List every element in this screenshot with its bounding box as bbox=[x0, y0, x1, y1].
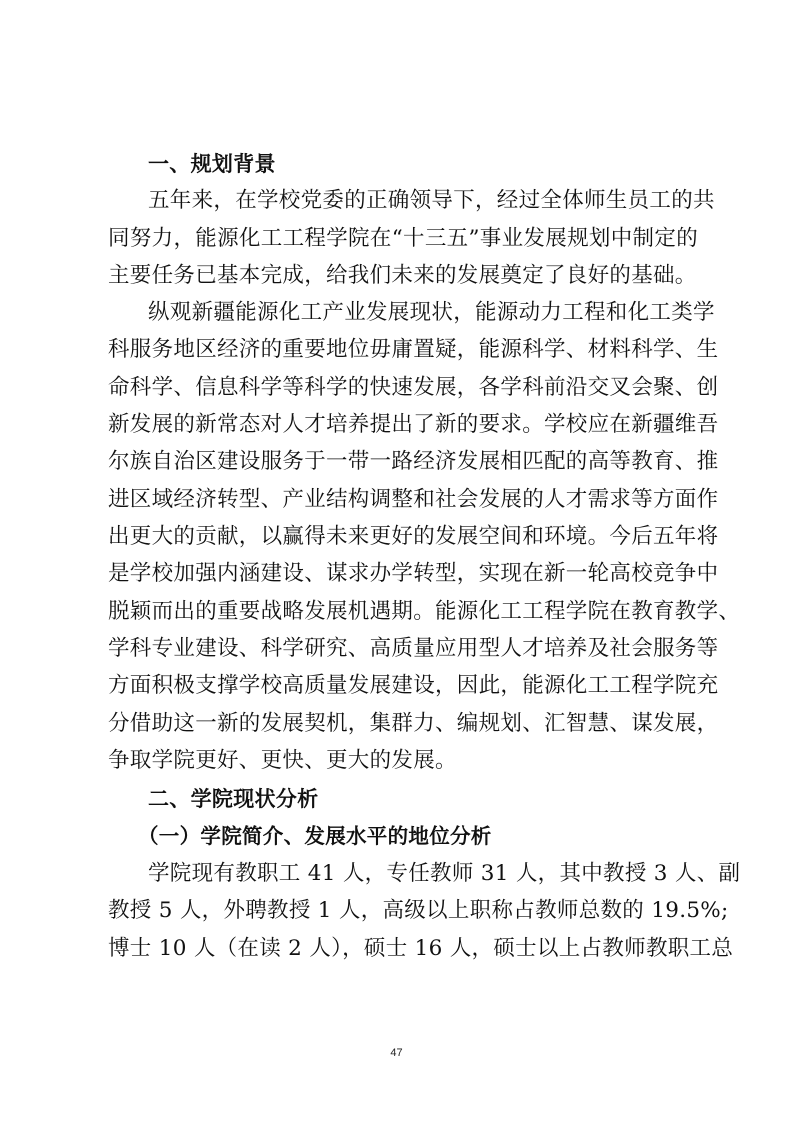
paragraph-line: 方面积极支撑学校高质量发展建设，因此，能源化工工程学院充 bbox=[108, 673, 719, 698]
paragraph-line: 博士 10 人（在读 2 人），硕士 16 人，硕士以上占教师教职工总 bbox=[108, 936, 734, 961]
paragraph-line: 分借助这一新的发展契机，集群力、编规划、汇智慧、谋发展， bbox=[108, 711, 719, 736]
paragraph-line: 五年来，在学校党委的正确领导下，经过全体师生员工的共 bbox=[148, 188, 715, 213]
paragraph-line: 是学校加强内涵建设、谋求办学转型，实现在新一轮高校竞争中 bbox=[108, 561, 719, 586]
paragraph-line: 纵观新疆能源化工产业发展现状，能源动力工程和化工类学 bbox=[148, 300, 715, 325]
paragraph-line: 脱颖而出的重要战略发展机遇期。能源化工工程学院在教育教学、 bbox=[108, 599, 741, 624]
paragraph-line: 学科专业建设、科学研究、高质量应用型人才培养及社会服务等 bbox=[108, 636, 719, 661]
paragraph-line: 争取学院更好、更快、更大的发展。 bbox=[108, 748, 457, 773]
section-heading-planning-background: 一、规划背景 bbox=[148, 152, 276, 176]
subsection-heading-college-intro: （一）学院简介、发展水平的地位分析 bbox=[138, 824, 492, 848]
paragraph-line: 主要任务已基本完成，给我们未来的发展奠定了良好的基础。 bbox=[108, 263, 697, 288]
paragraph-line: 科服务地区经济的重要地位毋庸置疑，能源科学、材料科学、生 bbox=[108, 337, 719, 362]
page-number: 47 bbox=[390, 1047, 403, 1059]
paragraph-line: 学院现有教职工 41 人，专任教师 31 人，其中教授 3 人、副 bbox=[148, 861, 741, 886]
paragraph-line: 同努力，能源化工工程学院在“十三五”事业发展规划中制定的 bbox=[108, 226, 698, 251]
paragraph-line: 教授 5 人，外聘教授 1 人，高级以上职称占教师总数的 19.5%; bbox=[108, 898, 729, 923]
paragraph-line: 命科学、信息科学等科学的快速发展，各学科前沿交叉会聚、创 bbox=[108, 375, 719, 400]
paragraph-line: 尔族自治区建设服务于一带一路经济发展相匹配的高等教育、推 bbox=[108, 449, 719, 474]
section-heading-college-status: 二、学院现状分析 bbox=[148, 787, 319, 811]
paragraph-line: 出更大的贡献，以赢得未来更好的发展空间和环境。今后五年将 bbox=[108, 524, 719, 549]
paragraph-line: 进区域经济转型、产业结构调整和社会发展的人才需求等方面作 bbox=[108, 487, 719, 512]
paragraph-line: 新发展的新常态对人才培养提出了新的要求。学校应在新疆维吾 bbox=[108, 412, 719, 437]
